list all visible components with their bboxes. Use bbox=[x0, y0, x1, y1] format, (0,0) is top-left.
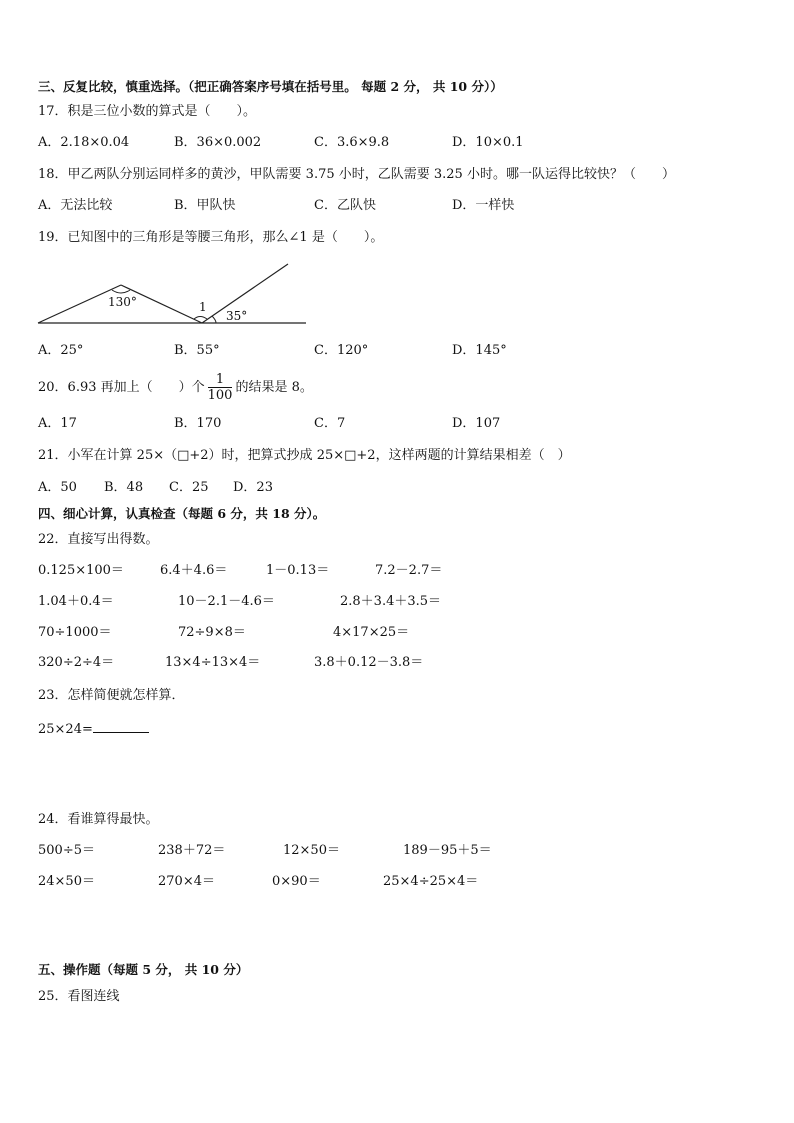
question-18-stem: 18．甲乙两队分别运同样多的黄沙，甲队需要 3.75 小时，乙队需要 3.25 小时。哪一队运得比较快？（ ） bbox=[38, 167, 675, 182]
answer-blank[interactable] bbox=[93, 720, 149, 733]
q24-expression: 270×4＝ bbox=[158, 874, 215, 889]
q22-expression: 320÷2÷4＝ bbox=[38, 655, 115, 670]
q22-expression: 1.04＋0.4＝ bbox=[38, 594, 114, 609]
q17-option-a: A．2.18×0.04 bbox=[38, 135, 130, 150]
q22-expression: 10－2.1－4.6＝ bbox=[178, 594, 275, 609]
q17-option-b: B．36×0.002 bbox=[174, 135, 262, 150]
q18-option-c: C．乙队快 bbox=[314, 198, 376, 213]
q21-option-d: D．23 bbox=[233, 480, 273, 495]
q18-option-a: A．无法比较 bbox=[38, 198, 113, 213]
q20-option-b: B．170 bbox=[174, 416, 222, 431]
q18-option-d: D．一样快 bbox=[452, 198, 515, 213]
q20-option-c: C．7 bbox=[314, 416, 346, 431]
angle-1-arc bbox=[194, 317, 207, 320]
fraction bbox=[208, 372, 233, 403]
q20-option-a: A．17 bbox=[38, 416, 77, 431]
q22-expression: 70÷1000＝ bbox=[38, 625, 112, 640]
q19-option-c: C．120° bbox=[314, 343, 369, 358]
q24-expression: 12×50＝ bbox=[283, 843, 340, 858]
q22-expression: 4×17×25＝ bbox=[333, 625, 410, 640]
section4-title: 四、细心计算，认真检查（每题 6 分，共 18 分）。 bbox=[38, 506, 326, 521]
q24-expression: 189－95＋5＝ bbox=[403, 843, 492, 858]
q24-expression: 238＋72＝ bbox=[158, 843, 226, 858]
q22-expression: 1－0.13＝ bbox=[266, 563, 330, 578]
q19-option-b: B．55° bbox=[174, 343, 220, 358]
question-24-stem: 24．看谁算得最快。 bbox=[38, 812, 159, 827]
q17-option-d: D．10×0.1 bbox=[452, 135, 524, 150]
question-19-stem: 19．已知图中的三角形是等腰三角形，那么∠1 是（ ）。 bbox=[38, 230, 384, 245]
apex-angle-arc bbox=[112, 290, 130, 293]
q19-option-a: A．25° bbox=[38, 343, 84, 358]
q24-expression: 0×90＝ bbox=[272, 874, 321, 889]
q22-expression: 0.125×100＝ bbox=[38, 563, 124, 578]
angle-35-arc bbox=[212, 316, 216, 323]
fraction-numerator: 1 bbox=[208, 372, 233, 388]
q21-option-c: C．25 bbox=[169, 480, 209, 495]
q22-expression: 6.4＋4.6＝ bbox=[160, 563, 228, 578]
q24-expression: 24×50＝ bbox=[38, 874, 95, 889]
question-21-stem: 21．小军在计算 25×（□+2）时，把算式抄成 25×□+2，这样两题的计算结果相差（ ） bbox=[38, 448, 571, 463]
q22-expression: 3.8＋0.12－3.8＝ bbox=[314, 655, 424, 670]
question-22-stem: 22．直接写出得数。 bbox=[38, 532, 159, 547]
q18-option-b: B．甲队快 bbox=[174, 198, 236, 213]
q21-option-b: B．48 bbox=[104, 480, 144, 495]
question-25-stem: 25．看图连线 bbox=[38, 989, 120, 1004]
q20-option-d: D．107 bbox=[452, 416, 501, 431]
q19-option-d: D．145° bbox=[452, 343, 507, 358]
q22-expression: 2.8＋3.4＋3.5＝ bbox=[340, 594, 442, 609]
q24-expression: 500÷5＝ bbox=[38, 843, 95, 858]
q21-option-a: A．50 bbox=[38, 480, 77, 495]
question-20-stem bbox=[38, 369, 313, 407]
q20-stem-prefix: 20．6.93 再加上（ ）个 bbox=[38, 380, 205, 395]
question-17-stem: 17．积是三位小数的算式是（ ）。 bbox=[38, 104, 257, 119]
section5-title: 五、操作题（每题 5 分， 共 10 分） bbox=[38, 962, 249, 977]
q22-expression: 13×4÷13×4＝ bbox=[165, 655, 261, 670]
q23-expression bbox=[38, 720, 149, 738]
apex-angle-label: 130° bbox=[108, 295, 137, 309]
q23-expr-text: 25×24= bbox=[38, 722, 93, 737]
section3-title: 三、反复比较，慎重选择。（把正确答案序号填在括号里。 每题 2 分， 共 10 分）） bbox=[38, 79, 503, 94]
q22-expression: 7.2－2.7＝ bbox=[375, 563, 443, 578]
angle-1-label: 1 bbox=[199, 300, 207, 314]
fraction-denominator: 100 bbox=[207, 388, 233, 403]
q20-stem-suffix: 的结果是 8。 bbox=[235, 380, 313, 395]
question-23-stem: 23．怎样简便就怎样算． bbox=[38, 688, 185, 703]
q22-expression: 72÷9×8＝ bbox=[178, 625, 246, 640]
given-angle-label: 35° bbox=[226, 309, 248, 323]
triangle-figure bbox=[36, 260, 316, 330]
q24-expression: 25×4÷25×4＝ bbox=[383, 874, 479, 889]
q17-option-c: C．3.6×9.8 bbox=[314, 135, 390, 150]
